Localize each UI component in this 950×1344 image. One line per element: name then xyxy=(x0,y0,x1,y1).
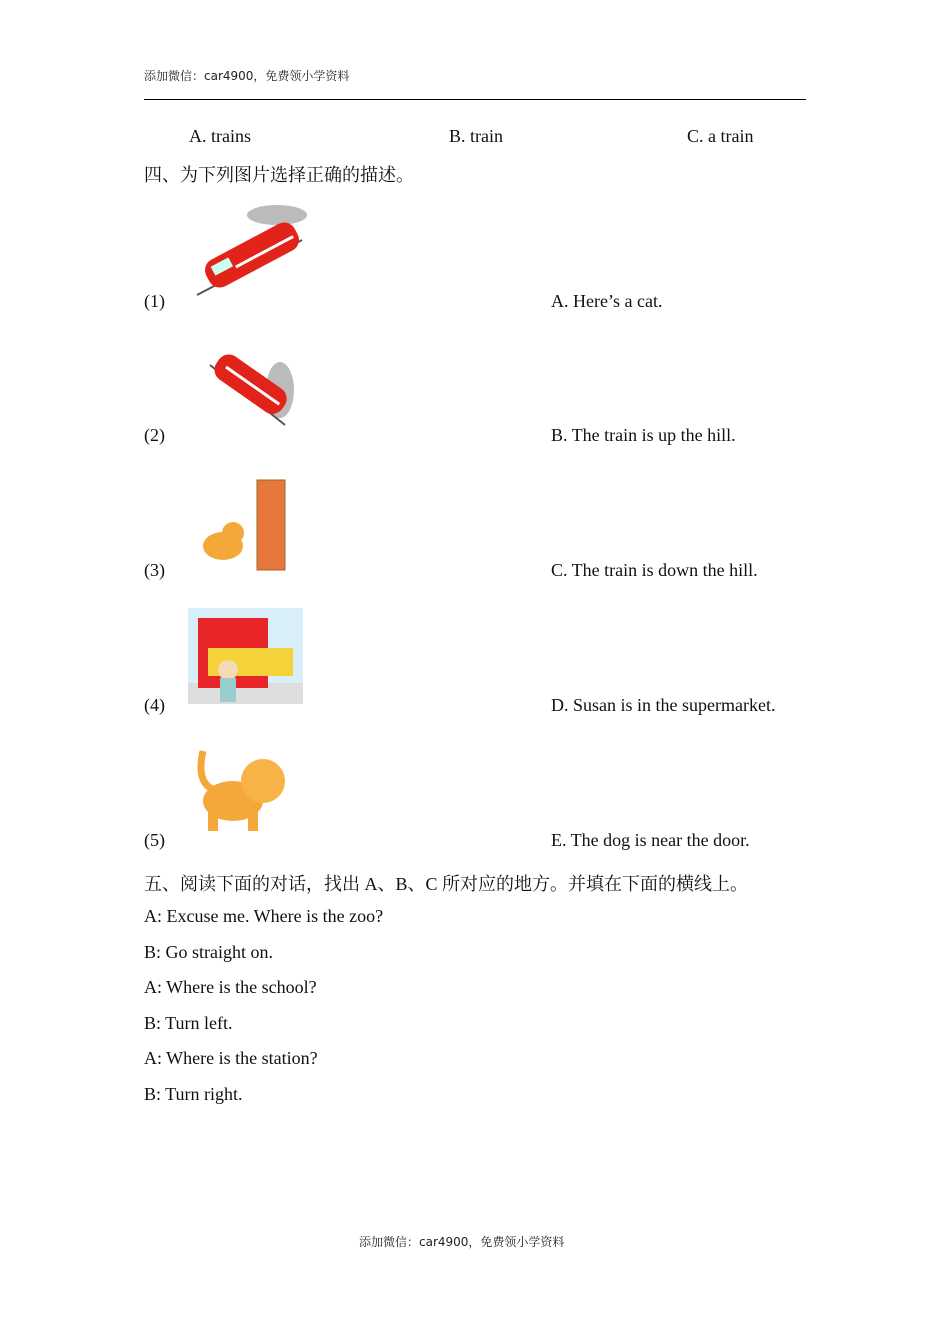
header-divider xyxy=(144,99,806,100)
description-b: B. The train is up the hill. xyxy=(551,425,736,445)
description-a: A. Here’s a cat. xyxy=(551,291,663,311)
item-number-4: (4) xyxy=(144,695,165,715)
option-c: C. a train xyxy=(687,126,754,146)
train-down-image xyxy=(205,340,300,430)
item-number-2: (2) xyxy=(144,425,165,445)
cat-image xyxy=(193,746,293,834)
train-up-image xyxy=(192,200,317,300)
dialogue-line: A: Where is the station? xyxy=(144,1048,318,1068)
item-number-1: (1) xyxy=(144,291,165,311)
dialogue-line: A: Where is the school? xyxy=(144,977,317,997)
item-number-5: (5) xyxy=(144,830,165,850)
page-header: 添加微信：car4900，免费领小学资料 xyxy=(144,69,350,83)
dialogue-line: A: Excuse me. Where is the zoo? xyxy=(144,906,384,926)
description-d: D. Susan is in the supermarket. xyxy=(551,695,776,715)
page-footer: 添加微信：car4900，免费领小学资料 xyxy=(359,1235,565,1249)
option-a: A. trains xyxy=(189,126,251,146)
description-c: C. The train is down the hill. xyxy=(551,560,758,580)
cat-near-door-image xyxy=(195,478,290,573)
section4-title: 四、为下列图片选择正确的描述。 xyxy=(144,165,414,185)
section5-title: 五、阅读下面的对话，找出 A、B、C 所对应的地方。并填在下面的横线上。 xyxy=(144,874,749,894)
dialogue-line: B: Turn left. xyxy=(144,1013,233,1033)
supermarket-image xyxy=(188,608,303,704)
description-e: E. The dog is near the door. xyxy=(551,830,750,850)
dialogue-line: B: Go straight on. xyxy=(144,942,273,962)
dialogue-line: B: Turn right. xyxy=(144,1084,243,1104)
item-number-3: (3) xyxy=(144,560,165,580)
option-b: B. train xyxy=(449,126,503,146)
